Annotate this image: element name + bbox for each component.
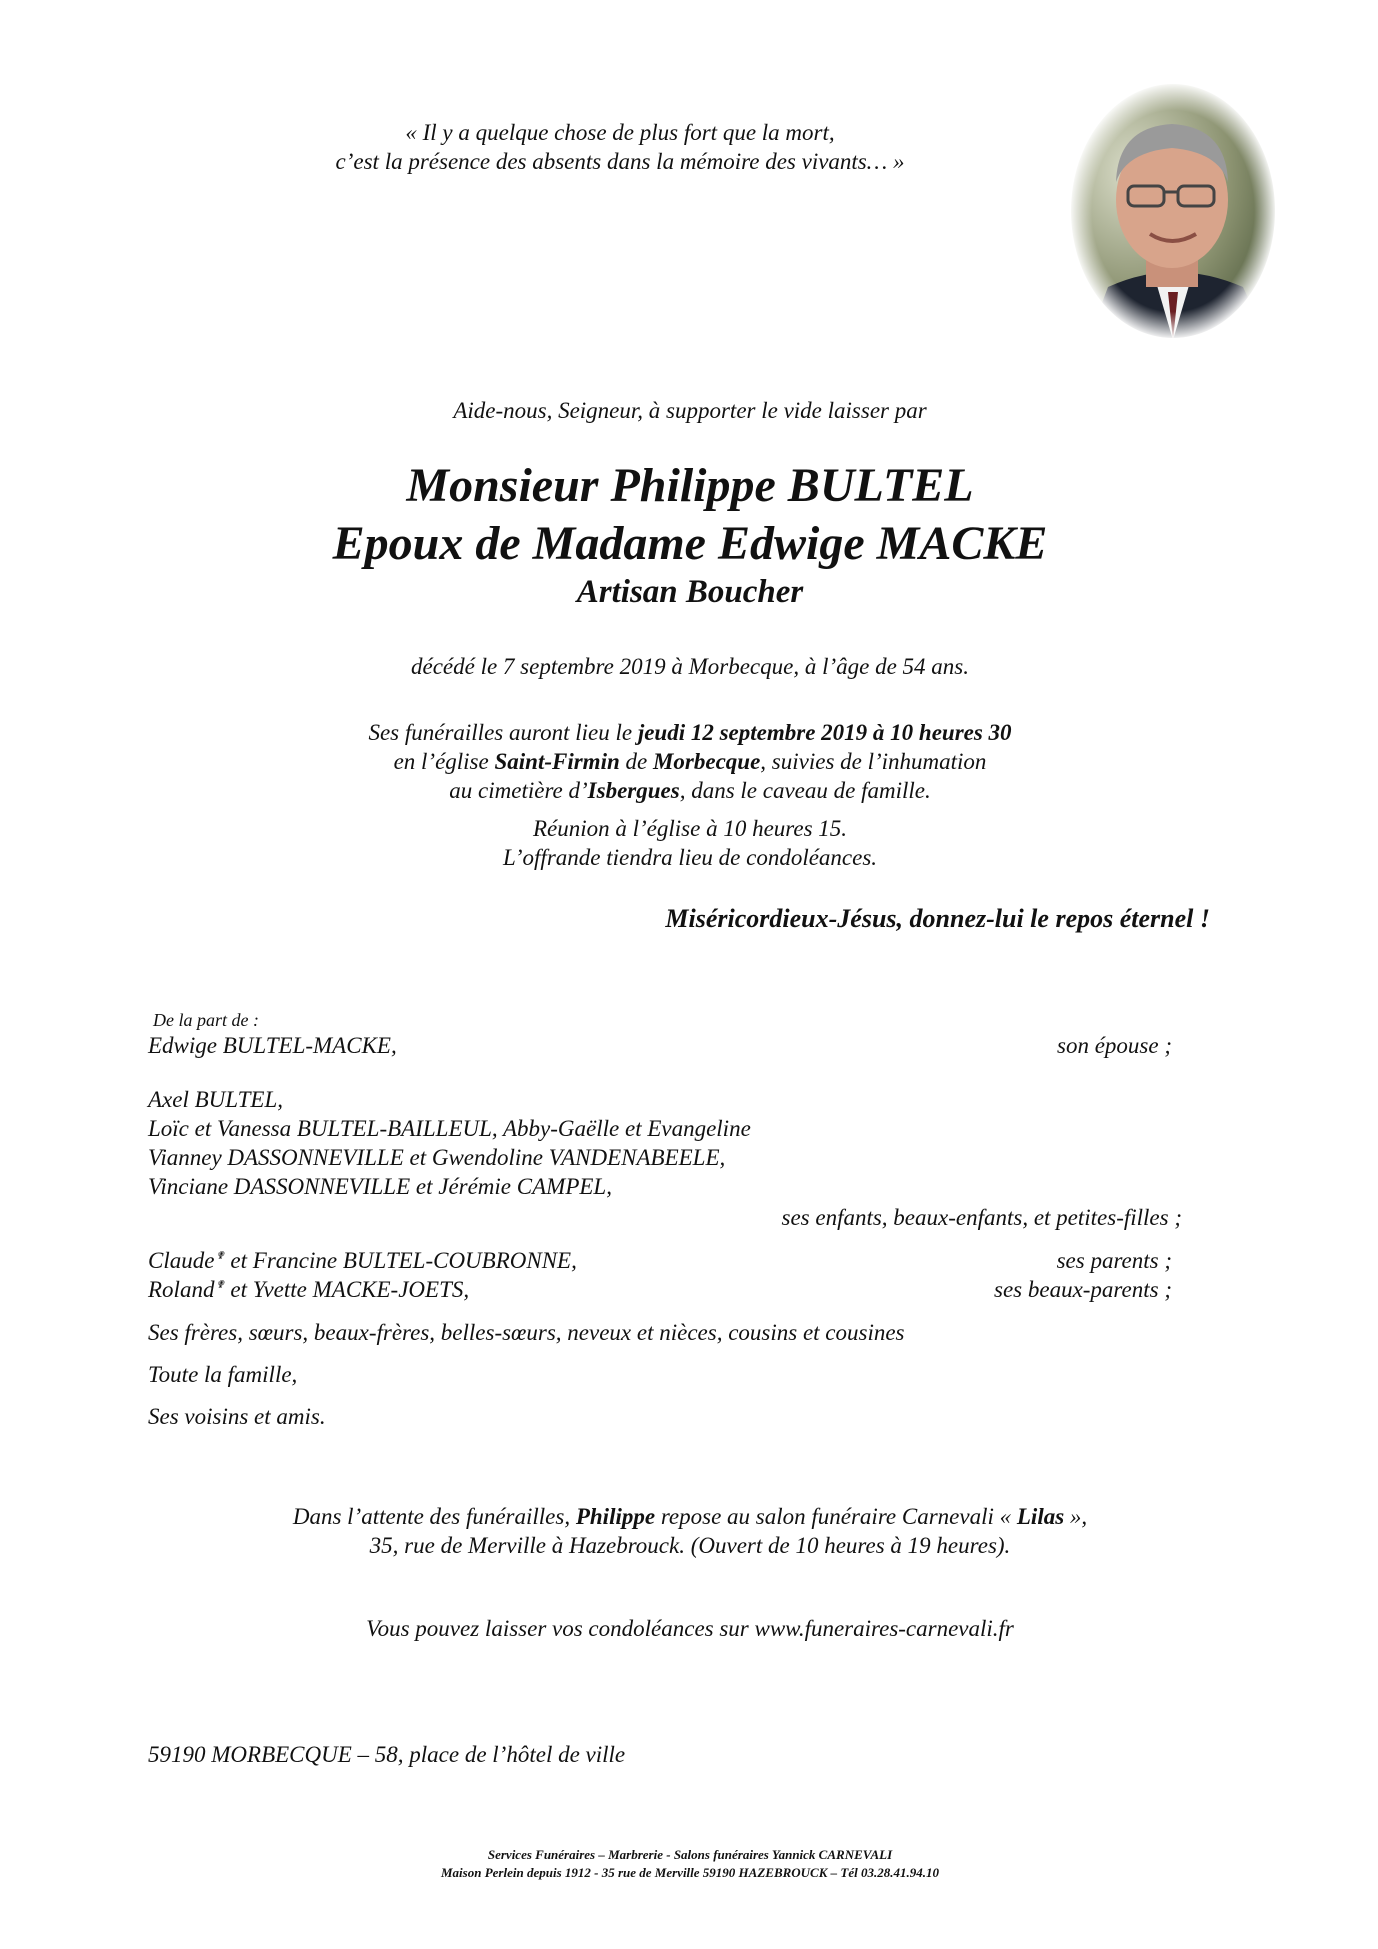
portrait-photo-icon <box>1068 82 1278 340</box>
intro-line: Aide-nous, Seigneur, à supporter le vide laisser par <box>453 398 927 423</box>
children-role: ses enfants, beaux-enfants, et petites-filles ; <box>781 1205 1182 1230</box>
spouse-role: son épouse ; <box>1057 1033 1172 1058</box>
siblings-line: Ses frères, sœurs, beaux-frères, belles-sœurs, neveux et nièces, cousins et cousines <box>148 1320 905 1345</box>
family-label: De la part de : <box>153 1010 259 1030</box>
inlaws-row <box>148 1277 1182 1303</box>
parents-row <box>148 1248 1182 1274</box>
child-line-1: Axel BULTEL, <box>148 1087 283 1112</box>
salon-line-1 <box>200 1502 1180 1531</box>
condolences-line: Vous pouvez laisser vos condoléances sur www.funeraires-carnevali.fr <box>366 1616 1014 1641</box>
meeting-line-1: Réunion à l’église à 10 heures 15. <box>532 816 848 841</box>
child-line-2: Loïc et Vanessa BULTEL-BAILLEUL, Abby-Gaëlle et Evangeline <box>148 1116 751 1141</box>
parents-names <box>148 1248 577 1274</box>
church-town: Morbecque <box>652 749 761 774</box>
parent-first-name: Claude <box>148 1248 215 1273</box>
salon-text: Dans l’attente des funérailles, <box>292 1504 576 1529</box>
quote-line-2: c’est la présence des absents dans la mémoire des vivants… » <box>335 149 905 174</box>
salon-text: repose au salon funéraire Carnevali « <box>655 1504 1017 1529</box>
parents-rest: et Francine BULTEL-COUBRONNE, <box>224 1248 577 1273</box>
salon-text: », <box>1064 1504 1088 1529</box>
funeral-details <box>200 718 1180 805</box>
parents-role: ses parents ; <box>1056 1248 1172 1273</box>
all-family-line: Toute la famille, <box>148 1362 298 1387</box>
salon-room-name: Lilas <box>1016 1504 1065 1529</box>
neighbors-line: Ses voisins et amis. <box>148 1404 326 1429</box>
funeral-line-3 <box>200 776 1180 805</box>
funeral-text: Ses funérailles auront lieu le <box>368 720 638 745</box>
opening-quote <box>260 118 980 176</box>
death-notice: décédé le 7 septembre 2019 à Morbecque, à l’âge de 54 ans. <box>410 654 969 679</box>
deceased-name: Monsieur Philippe BULTEL <box>406 459 974 512</box>
funeral-text: en l’église <box>393 749 495 774</box>
footer-line-2: Maison Perlein depuis 1912 - 35 rue de Merville 59190 HAZEBROUCK – Tél 03.28.41.94.10 <box>441 1865 939 1880</box>
funeral-line-1 <box>200 718 1180 747</box>
inlaws-rest: et Yvette MACKE-JOETS, <box>224 1277 470 1302</box>
funeral-home-footer <box>200 1846 1180 1882</box>
salon-info <box>200 1502 1180 1560</box>
funeral-line-2 <box>200 747 1180 776</box>
quote-line-1: « Il y a quelque chose de plus fort que la mort, <box>405 120 835 145</box>
cross-icon: ✟ <box>215 1279 225 1291</box>
inlaws-names <box>148 1277 469 1303</box>
footer-line-1: Services Funéraires – Marbrerie - Salons funéraires Yannick CARNEVALI <box>487 1847 893 1862</box>
cemetery-town: Isbergues <box>587 778 680 803</box>
funeral-text: de <box>619 749 653 774</box>
meeting-line-2: L’offrande tiendra lieu de condoléances. <box>502 845 878 870</box>
inlaws-role: ses beaux-parents ; <box>994 1277 1172 1302</box>
funeral-date: jeudi 12 septembre 2019 à 10 heures 30 <box>637 720 1012 745</box>
cross-icon: ✟ <box>215 1250 225 1262</box>
deceased-profession: Artisan Boucher <box>576 574 804 610</box>
meeting-info <box>200 814 1180 872</box>
church-name: Saint-Firmin <box>494 749 620 774</box>
funeral-text: , dans le caveau de famille. <box>679 778 931 803</box>
salon-deceased-name: Philippe <box>575 1504 656 1529</box>
inlaw-first-name: Roland <box>148 1277 215 1302</box>
child-line-3: Vianney DASSONNEVILLE et Gwendoline VANDENABEELE, <box>148 1145 726 1170</box>
family-address: 59190 MORBECQUE – 58, place de l’hôtel de ville <box>148 1742 626 1767</box>
deceased-spouse: Epoux de Madame Edwige MACKE <box>332 517 1048 570</box>
funeral-text: au cimetière d’ <box>449 778 588 803</box>
spouse-name: Edwige BULTEL-MACKE, <box>148 1033 397 1058</box>
salon-line-2: 35, rue de Merville à Hazebrouck. (Ouvert de 10 heures à 19 heures). <box>369 1533 1011 1558</box>
child-line-4: Vinciane DASSONNEVILLE et Jérémie CAMPEL, <box>148 1174 612 1199</box>
spouse-row <box>148 1033 1182 1059</box>
funeral-text: , suivies de l’inhumation <box>760 749 987 774</box>
closing-prayer: Miséricordieux-Jésus, donnez-lui le repos éternel ! <box>665 904 1210 933</box>
